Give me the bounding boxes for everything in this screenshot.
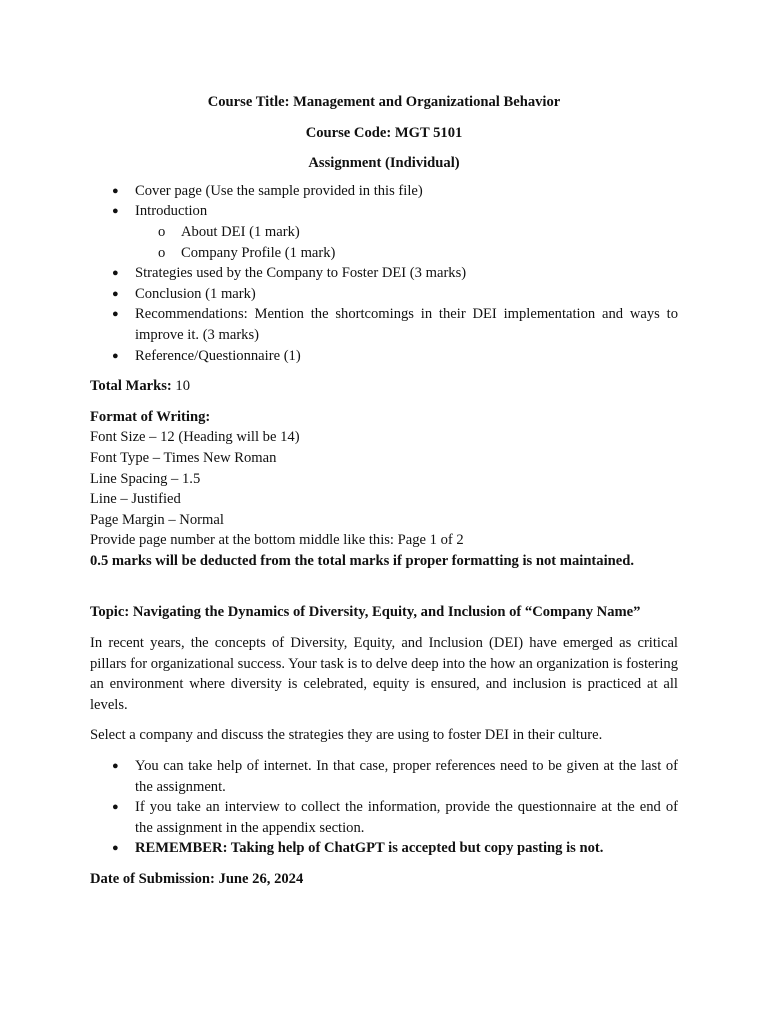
format-line: Line Spacing – 1.5 <box>90 470 201 487</box>
assignment-heading: Assignment (Individual) <box>308 155 460 172</box>
format-line: Font Type – Times New Roman <box>90 449 277 466</box>
topic-title: Topic: Navigating the Dynamics of Diversity, Equity, and Inclusion of “Company Name” <box>90 604 641 621</box>
format-line: Page Margin – Normal <box>90 511 224 528</box>
topic-paragraph: In recent years, the concepts of Diversity, Equity, and Inclusion (DEI) have emerged as critical pillars for organizational success. Your task is to delve deep into the how an organization is fostering an environment where diversity is celebrated, equity is ensured, and inclusion is practiced at all levels. <box>90 635 678 713</box>
introduction-label: Introduction <box>135 203 208 220</box>
list-item <box>90 201 678 263</box>
list-item: ● Recommendations: Mention the shortcomings in their DEI implementation and ways to improve it. (3 marks) <box>90 304 678 345</box>
list-item: o About DEI (1 mark) <box>90 222 678 243</box>
format-line: Line – Justified <box>90 491 181 508</box>
total-marks-value: 10 <box>171 378 191 395</box>
format-section <box>90 407 678 572</box>
course-title: Course Title: Management and Organizational Behavior <box>207 94 561 110</box>
format-warning: 0.5 marks will be deducted from the total marks if proper formatting is not maintained. <box>90 552 635 569</box>
list-item: ● Cover page (Use the sample provided in this file) <box>90 181 678 202</box>
total-marks <box>90 376 678 397</box>
outline-list <box>90 181 678 366</box>
list-item: ● Strategies used by the Company to Foster DEI (3 marks) <box>90 263 678 284</box>
list-item: o Company Profile (1 mark) <box>90 243 678 264</box>
list-item: ● Reference/Questionnaire (1) <box>90 346 678 367</box>
course-code: Course Code: MGT 5101 <box>305 124 463 141</box>
list-item: ● If you take an interview to collect the information, provide the questionnaire at the end of the assignment in the appendix section. <box>90 797 678 838</box>
list-item: ● REMEMBER: Taking help of ChatGPT is accepted but copy pasting is not. <box>90 838 678 859</box>
submission-date: Date of Submission: June 26, 2024 <box>90 871 304 887</box>
topic-instruction: Select a company and discuss the strategies they are using to foster DEI in their culture. <box>90 727 603 744</box>
list-item: ● Conclusion (1 mark) <box>90 284 678 305</box>
intro-sublist <box>90 222 678 263</box>
list-item: ● You can take help of internet. In that case, proper references need to be given at the last of the assignment. <box>90 756 678 797</box>
notes-list <box>90 756 678 859</box>
total-marks-label: Total Marks: <box>90 378 172 395</box>
format-line: Provide page number at the bottom middle like this: Page 1 of 2 <box>90 532 464 549</box>
format-line: Font Size – 12 (Heading will be 14) <box>90 429 300 446</box>
format-heading: Format of Writing: <box>90 408 211 425</box>
